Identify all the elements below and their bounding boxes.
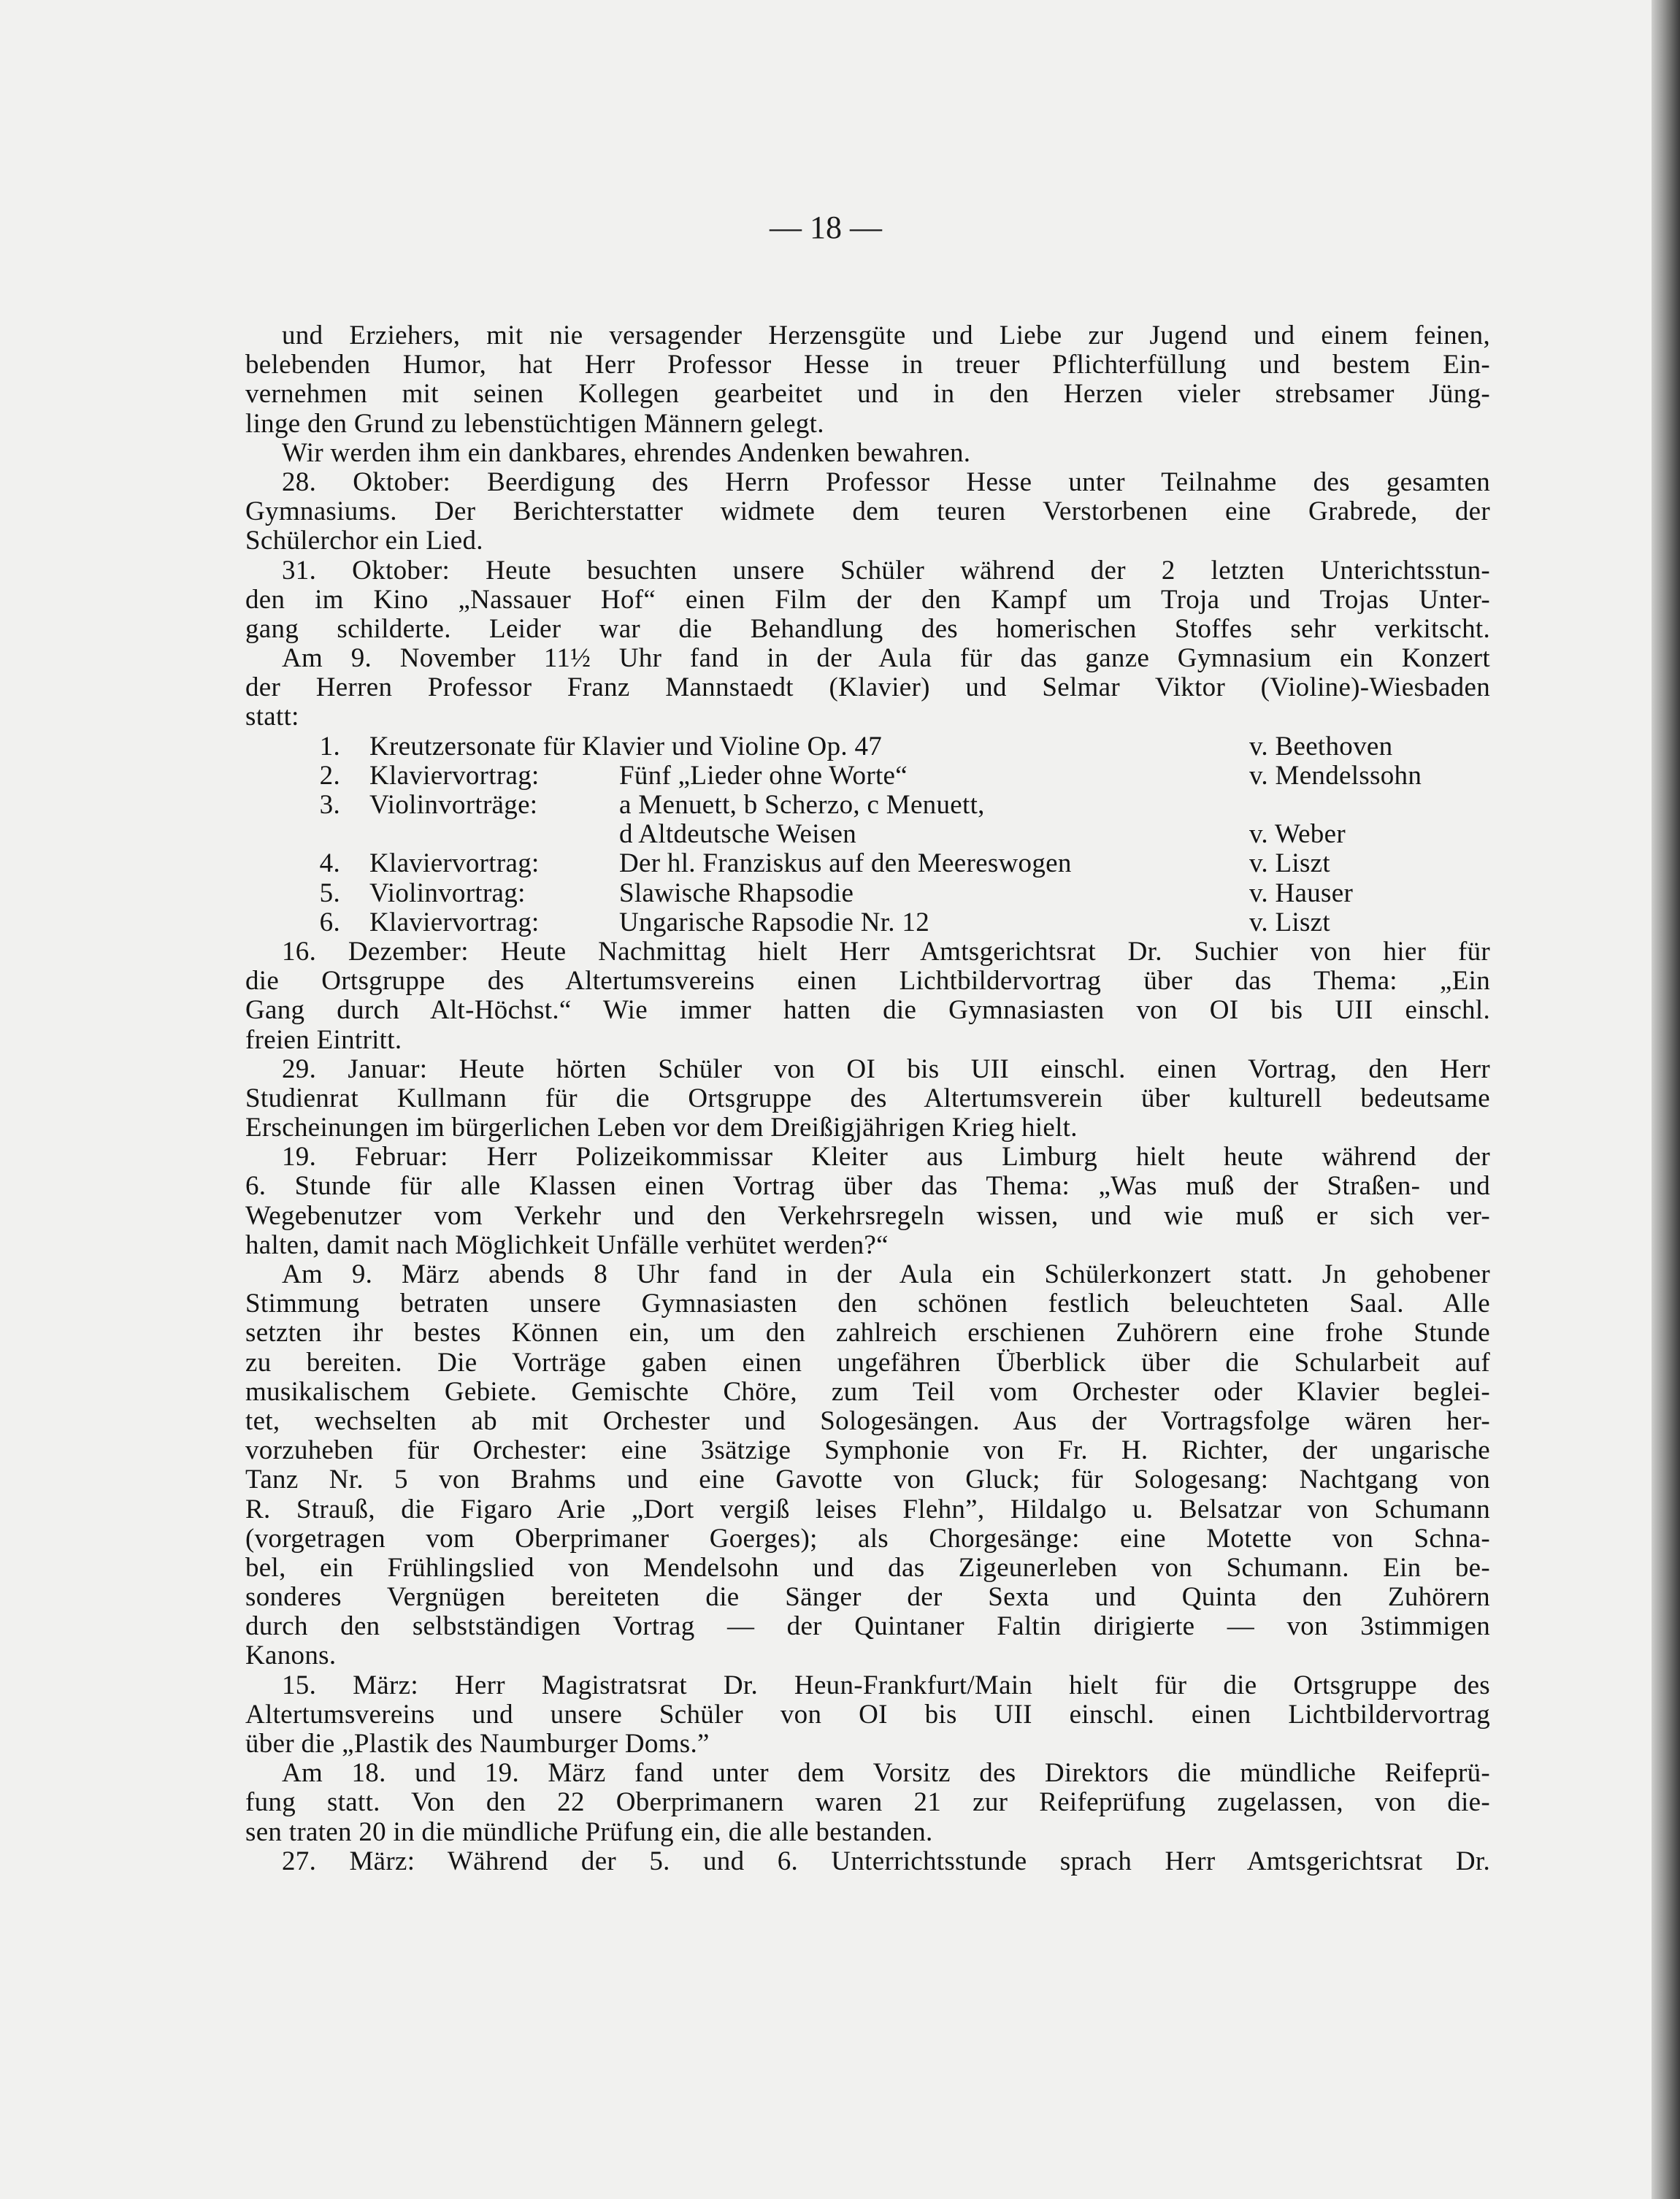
- programme-item: Klaviervortrag:: [369, 907, 540, 937]
- paragraph: [245, 937, 1490, 1055]
- text-line: musikalischem Gebiete. Gemischte Chöre, zum Teil vom Orchester oder Klavier beglei-: [245, 1376, 1490, 1407]
- text-line: Am 9. März abends 8 Uhr fand in der Aula ein Schülerkonzert statt. Jn gehobener: [282, 1259, 1490, 1289]
- programme-number: 3.: [319, 790, 340, 820]
- programme-number: 6.: [319, 907, 340, 937]
- text-line: und Erziehers, mit nie versagender Herzensgüte und Liebe zur Jugend und einem feinen,: [282, 321, 1490, 350]
- page-number: — 18 —: [770, 210, 882, 245]
- paragraph: [245, 468, 1490, 556]
- text-line: Erscheinungen im bürgerlichen Leben vor dem Dreißigjährigen Krieg hielt.: [245, 1113, 1078, 1143]
- text-line: vorzuheben für Orchester: eine 3sätzige Symphonie von Fr. H. Richter, der ungarische: [245, 1435, 1490, 1466]
- text-line: vernehmen mit seinen Kollegen gearbeitet und in den Herzen vieler strebsamer Jüng-: [245, 379, 1490, 410]
- text-line: Studienrat Kullmann für die Ortsgruppe des Altertumsverein über kulturell bedeutsame: [245, 1083, 1490, 1113]
- text-line: tet, wechselten ab mit Orchester und Sologesängen. Aus der Vortragsfolge wären her-: [245, 1405, 1490, 1436]
- text-line: 31. Oktober: Heute besuchten unsere Schüler während der 2 letzten Unterichtsstun-: [282, 555, 1490, 586]
- programme-row: [245, 820, 1490, 849]
- text-line: statt:: [245, 702, 299, 732]
- paragraph: [245, 1260, 1490, 1671]
- programme-composer: v. Hauser: [1249, 878, 1354, 908]
- text-line: Wegebenutzer vom Verkehr und den Verkehrsregeln wissen, und wie muß er sich ver-: [245, 1200, 1490, 1231]
- programme-number: 5.: [319, 878, 340, 908]
- programme-row: [245, 791, 1490, 820]
- programme-work: Der hl. Franziskus auf den Meereswogen: [619, 848, 1072, 879]
- paragraph: [245, 1055, 1490, 1143]
- text-line: Gymnasiums. Der Berichterstatter widmete dem teuren Verstorbenen eine Grabrede, der: [245, 496, 1490, 527]
- programme-item: Violinvortrag:: [369, 878, 526, 908]
- programme-composer: v. Weber: [1249, 819, 1346, 850]
- text-line: fung statt. Von den 22 Oberprimanern waren 21 zur Reifeprüfung zugelassen, von die-: [245, 1787, 1490, 1818]
- paragraph: [245, 556, 1490, 645]
- body-text: [245, 321, 1490, 1876]
- paragraph: [245, 1143, 1490, 1260]
- text-line: durch den selbstständigen Vortrag — der Quintaner Faltin dirigierte — von 3stimmigen: [245, 1611, 1490, 1642]
- text-line: Gang durch Alt-Höchst.“ Wie immer hatten die Gymnasiasten von OI bis UII einschl.: [245, 995, 1490, 1026]
- text-line: Schülerchor ein Lied.: [245, 526, 483, 556]
- text-line: sonderes Vergnügen bereiteten die Sänger der Sexta und Quinta den Zuhörern: [245, 1582, 1490, 1613]
- page-edge: [1652, 0, 1680, 2199]
- text-line: Altertumsvereins und unsere Schüler von OI bis UII einschl. einen Lichtbildervortrag: [245, 1699, 1490, 1730]
- programme-item: Klaviervortrag:: [369, 760, 540, 791]
- text-line: Tanz Nr. 5 von Brahms und eine Gavotte von Gluck; für Sologesang: Nachtgang von: [245, 1465, 1490, 1495]
- text-line: 6. Stunde für alle Klassen einen Vortrag über das Thema: „Was muß der Straßen- und: [245, 1171, 1490, 1202]
- programme-number: 2.: [319, 760, 340, 791]
- text-line: Wir werden ihm ein dankbares, ehrendes Andenken bewahren.: [282, 437, 971, 468]
- paragraph: [245, 439, 1490, 468]
- text-line: 15. März: Herr Magistratsrat Dr. Heun-Frankfurt/Main hielt für die Ortsgruppe des: [282, 1670, 1490, 1700]
- programme-row: [245, 732, 1490, 761]
- programme-number: 4.: [319, 848, 340, 879]
- text-line: (vorgetragen vom Oberprimaner Goerges); als Chorgesänge: eine Motette von Schna-: [245, 1523, 1490, 1554]
- text-line: 27. März: Während der 5. und 6. Unterrichtsstunde sprach Herr Amtsgerichtsrat Dr.: [282, 1846, 1490, 1876]
- programme-row: [245, 879, 1490, 908]
- programme-item: Klaviervortrag:: [369, 848, 540, 879]
- text-line: bel, ein Frühlingslied von Mendelsohn und das Zigeunerleben von Schumann. Ein be-: [245, 1552, 1490, 1583]
- text-line: Am 9. November 11½ Uhr fand in der Aula für das ganze Gymnasium ein Konzert: [282, 643, 1490, 674]
- programme-work: Fünf „Lieder ohne Worte“: [619, 760, 908, 791]
- programme-item: Violinvorträge:: [369, 790, 538, 820]
- text-line: 29. Januar: Heute hörten Schüler von OI bis UII einschl. einen Vortrag, den Herr: [282, 1054, 1490, 1084]
- text-line: sen traten 20 in die mündliche Prüfung ein, die alle bestanden.: [245, 1816, 933, 1847]
- text-line: der Herren Professor Franz Mannstaedt (Klavier) und Selmar Viktor (Violine)-Wiesbaden: [245, 672, 1490, 703]
- text-line: Stimmung betraten unsere Gymnasiasten den schönen festlich beleuchteten Saal. Alle: [245, 1289, 1490, 1319]
- concert-programme: [245, 732, 1490, 937]
- programme-work: Ungarische Rapsodie Nr. 12: [619, 907, 929, 937]
- text-line: Am 18. und 19. März fand unter dem Vorsitz des Direktors die mündliche Reifeprü-: [282, 1758, 1490, 1789]
- programme-composer: v. Mendelssohn: [1249, 760, 1422, 791]
- text-line: 16. Dezember: Heute Nachmittag hielt Herr Amtsgerichtsrat Dr. Suchier von hier für: [282, 936, 1490, 967]
- text-line: halten, damit nach Möglichkeit Unfälle verhütet werden?“: [245, 1229, 889, 1260]
- programme-row: [245, 761, 1490, 791]
- text-line: freien Eintritt.: [245, 1024, 402, 1055]
- text-line: setzten ihr bestes Können ein, um den zahlreich erschienen Zuhörern eine frohe Stunde: [245, 1318, 1490, 1348]
- programme-number: 1.: [319, 731, 340, 761]
- text-line: den im Kino „Nassauer Hof“ einen Film der den Kampf um Troja und Trojas Unter-: [245, 584, 1490, 615]
- programme-composer: v. Liszt: [1249, 848, 1330, 879]
- programme-row: [245, 849, 1490, 878]
- text-line: über die „Plastik des Naumburger Doms.”: [245, 1729, 710, 1759]
- paragraph: [245, 1759, 1490, 1847]
- programme-composer: v. Liszt: [1249, 907, 1330, 937]
- text-line: zu bereiten. Die Vorträge gaben einen ungefähren Überblick über die Schularbeit auf: [245, 1347, 1490, 1378]
- programme-work: a Menuett, b Scherzo, c Menuett,: [619, 790, 985, 820]
- paragraph: [245, 321, 1490, 439]
- text-line: gang schilderte. Leider war die Behandlung des homerischen Stoffes sehr verkitscht.: [245, 613, 1490, 644]
- text-line: die Ortsgruppe des Altertumsvereins einen Lichtbildervortrag über das Thema: „Ein: [245, 966, 1490, 997]
- text-line: 19. Februar: Herr Polizeikommissar Kleiter aus Limburg hielt heute während der: [282, 1142, 1490, 1173]
- text-line: belebenden Humor, hat Herr Professor Hesse in treuer Pflichterfüllung und bestem Ein-: [245, 350, 1490, 380]
- programme-item: Kreutzersonate für Klavier und Violine Op. 47: [369, 731, 883, 761]
- programme-work: Slawische Rhapsodie: [619, 878, 854, 908]
- paragraph: [245, 1847, 1490, 1876]
- programme-row: [245, 908, 1490, 937]
- text-line: linge den Grund zu lebenstüchtigen Männern gelegt.: [245, 408, 824, 439]
- text-line: R. Strauß, die Figaro Arie „Dort vergiß leises Flehn”, Hildalgo u. Belsatzar von Schumann: [245, 1494, 1490, 1524]
- paragraph: [245, 1671, 1490, 1759]
- programme-composer: v. Beethoven: [1249, 731, 1393, 761]
- text-line: 28. Oktober: Beerdigung des Herrn Professor Hesse unter Teilnahme des gesamten: [282, 467, 1490, 497]
- paragraph: [245, 644, 1490, 732]
- text-line: Kanons.: [245, 1640, 337, 1671]
- programme-work: d Altdeutsche Weisen: [619, 819, 856, 850]
